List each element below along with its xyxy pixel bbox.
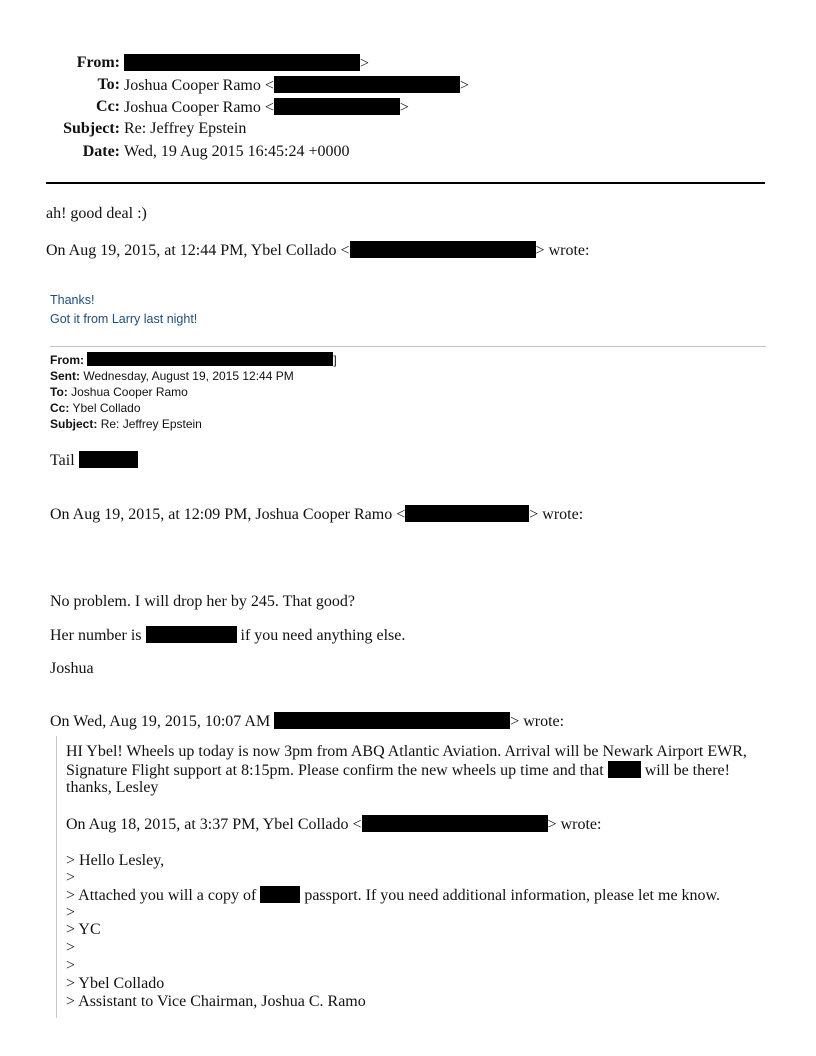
redacted-email [350,241,536,258]
redacted-email [274,76,460,93]
lesley-line: thanks, Lesley [66,779,159,796]
redacted-name [608,761,641,778]
header-divider [46,182,765,184]
quoted-line: > [66,904,76,921]
quoted-line: > Attached you will a copy of passport. If you need additional information, please let me know. [66,887,721,904]
joshua-intro: On Aug 19, 2015, at 12:09 PM, Joshua Cooper Ramo < > wrote: [50,506,584,523]
redacted-phone [146,626,237,643]
redacted-email [274,98,400,115]
thanks-text: Thanks! [50,293,95,307]
redacted-name [260,886,300,903]
redacted-email [87,352,333,366]
outlook-subject: Subject: Re: Jeffrey Epstein [50,417,202,431]
cc-value: Joshua Cooper Ramo < > [124,99,409,116]
no-problem-line: No problem. I will drop her by 245. That good? [50,593,355,610]
quoted-line: > Assistant to Vice Chairman, Joshua C. Ramo [66,993,366,1010]
reply-intro: On Aug 19, 2015, at 12:44 PM, Ybel Collado < > wrote: [46,242,590,259]
outlook-to: To: Joshua Cooper Ramo [50,385,188,399]
quoted-line: > [66,957,76,974]
redacted-tail-number [79,451,138,468]
date-value: Wed, 19 Aug 2015 16:45:24 +0000 [124,143,350,160]
from-value: > [124,54,369,73]
quoted-line: > Hello Lesley, [66,852,165,869]
ybel-intro: On Aug 18, 2015, at 3:37 PM, Ybel Collado < > wrote: [66,816,602,833]
redacted-email [124,54,360,71]
got-it-text: Got it from Larry last night! [50,312,198,326]
to-value: Joshua Cooper Ramo < > [124,77,469,94]
quoted-line: > YC [66,921,101,938]
body-line: ah! good deal :) [46,205,147,222]
quoted-line: > [66,939,76,956]
subject-label: Subject: [63,120,120,137]
outlook-from: From: ] [50,353,337,367]
her-number-line: Her number is if you need anything else. [50,627,406,644]
quoted-line: > [66,869,76,886]
redacted-email [362,815,548,832]
lesley-line: HI Ybel! Wheels up today is now 3pm from ABQ Atlantic Aviation. Arrival will be Newark Airport EWR, [66,743,747,760]
lesley-intro: On Wed, Aug 19, 2015, 10:07 AM > wrote: [50,713,565,730]
date-label: Date: [82,143,120,160]
to-label: To: [97,76,120,93]
cc-label: Cc: [96,98,120,115]
from-label: From: [76,54,120,71]
signature-joshua: Joshua [50,660,94,677]
tail-line: Tail [50,451,138,470]
outlook-sent: Sent: Wednesday, August 19, 2015 12:44 PM [50,369,294,383]
outlook-divider [50,346,766,347]
redacted-email [274,712,510,729]
lesley-line: Signature Flight support at 8:15pm. Please confirm the new wheels up time and that will be there! [66,762,730,779]
subject-value: Re: Jeffrey Epstein [124,120,247,137]
redacted-email [405,505,529,522]
outlook-cc: Cc: Ybel Collado [50,401,141,415]
quoted-line: > Ybel Collado [66,975,165,992]
quote-bar [56,736,57,1018]
